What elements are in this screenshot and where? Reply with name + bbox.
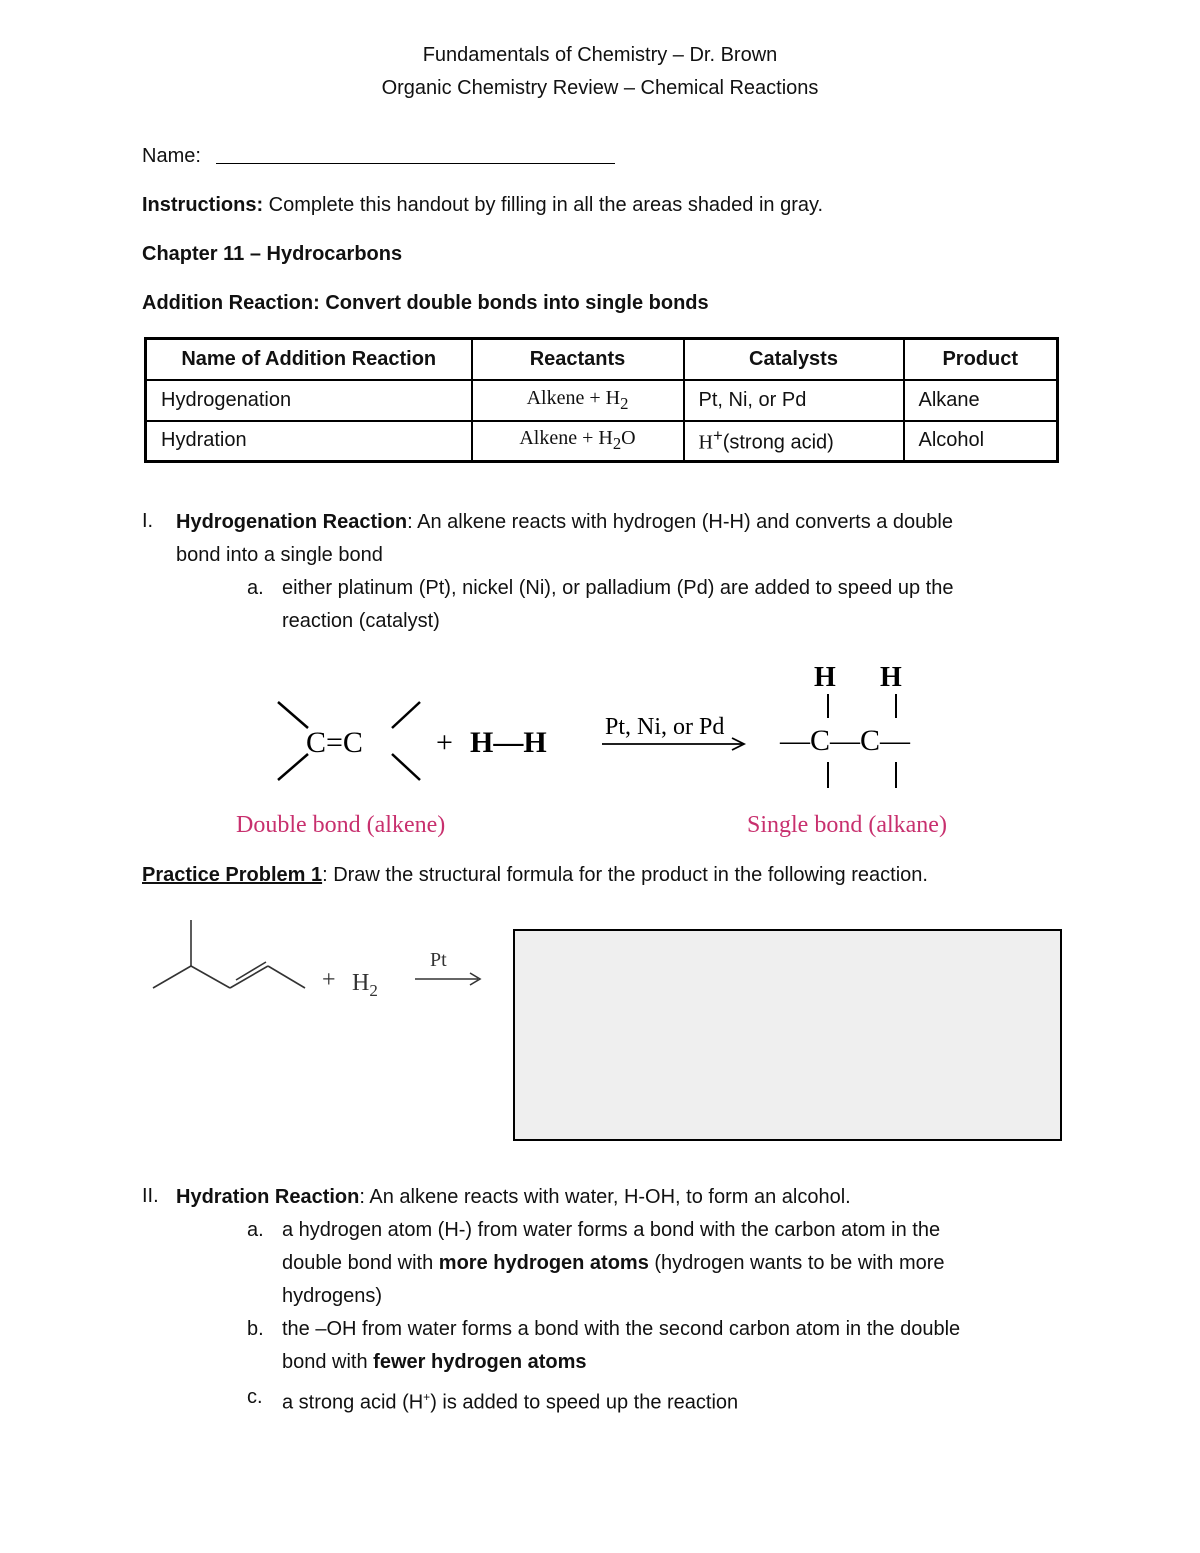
hydrogen-base: H <box>352 970 370 996</box>
section2-intro <box>176 1181 1076 1214</box>
item-a-line2-post: (hydrogen wants to be with more <box>648 1252 945 1274</box>
item-marker: c. <box>247 1386 263 1408</box>
superscript: + <box>423 1390 431 1404</box>
section-numeral: I. <box>142 510 154 532</box>
item-marker: a. <box>247 1219 264 1241</box>
table-row <box>146 380 1058 421</box>
subscript: 2 <box>612 434 622 454</box>
superscript: + <box>712 426 723 446</box>
subscript: 2 <box>620 393 629 413</box>
section1-text: : An alkene reacts with hydrogen (H-H) and converts a double <box>407 511 953 533</box>
reactants-cell <box>472 421 684 462</box>
product-cell: Alcohol <box>904 421 1058 462</box>
reactants-text: Alkene + H <box>526 386 621 409</box>
addition-reaction-table <box>144 337 1059 463</box>
hydrogen-formula <box>352 970 378 1000</box>
reactants-cell <box>472 380 684 421</box>
item-a-line1: either platinum (Pt), nickel (Ni), or palladium (Pd) are added to speed up the <box>282 577 954 599</box>
section1-title: Hydrogenation Reaction <box>176 511 408 533</box>
item-marker: a. <box>247 577 264 599</box>
practice-reaction-diagram <box>140 910 500 1010</box>
practice-text: : Draw the structural formula for the product in the following reaction. <box>322 864 928 886</box>
caption-single-bond: Single bond (alkane) <box>747 812 947 838</box>
reactants-text: Alkene + H <box>519 427 613 450</box>
practice-label: Practice Problem 1 <box>142 864 323 886</box>
item-b-line2-bold: fewer hydrogen atoms <box>373 1351 587 1373</box>
item-a-line2: reaction (catalyst) <box>282 610 440 632</box>
course-header: Fundamentals of Chemistry – Dr. Brown <box>422 44 778 66</box>
chapter-heading: Chapter 11 – Hydrocarbons <box>142 243 403 265</box>
instructions-text: Complete this handout by filling in all the areas shaded in gray. <box>263 194 824 216</box>
item-a-line2-pre: double bond with <box>282 1252 439 1274</box>
section2-item-c <box>282 1381 1082 1420</box>
item-b-line1: the –OH from water forms a bond with the second carbon atom in the double <box>282 1318 961 1340</box>
item-c-post: ) is added to speed up the reaction <box>430 1391 739 1414</box>
handout-title: Organic Chemistry Review – Chemical Reactions <box>381 77 819 99</box>
table-header: Product <box>904 339 1058 380</box>
table-row <box>146 421 1058 462</box>
reaction-name-cell: Hydrogenation <box>146 380 472 421</box>
catalyst-prefix: H <box>698 432 713 455</box>
section1-item-a <box>282 572 1082 638</box>
subscript: 2 <box>369 981 378 1000</box>
table-header: Catalysts <box>684 339 904 380</box>
catalyst-text: (strong acid) <box>722 432 834 455</box>
addition-heading: Addition Reaction: Convert double bonds into single bonds <box>142 292 709 314</box>
product-hydrogen-right: H <box>880 662 902 693</box>
product-chain: —C—C— <box>780 724 911 757</box>
section-numeral: II. <box>142 1185 159 1207</box>
instructions-label: Instructions: <box>142 194 264 216</box>
reactants-tail: O <box>621 427 636 450</box>
hydrogenation-diagram <box>220 650 980 850</box>
practice-problem <box>142 859 1102 892</box>
section2-item-a <box>282 1214 1082 1313</box>
table-header-row <box>146 339 1058 380</box>
answer-box[interactable] <box>513 929 1062 1141</box>
product-cell: Alkane <box>904 380 1058 421</box>
table-header: Reactants <box>472 339 684 380</box>
section2-title: Hydration Reaction <box>176 1186 360 1208</box>
instructions <box>142 189 823 222</box>
reaction-arrow <box>415 973 480 985</box>
hydrogen-molecule: H—H <box>470 726 547 759</box>
catalysts-cell <box>684 421 904 462</box>
item-a-line1: a hydrogen atom (H-) from water forms a bond with the carbon atom in the <box>282 1219 941 1241</box>
item-a-line2-bold: more hydrogen atoms <box>438 1252 649 1274</box>
catalyst-label: Pt <box>430 949 447 971</box>
alkene-formula: C=C <box>306 726 363 759</box>
plus-sign: + <box>322 967 336 993</box>
caption-double-bond: Double bond (alkene) <box>236 812 446 838</box>
plus-sign: + <box>436 726 453 759</box>
catalysts-cell: Pt, Ni, or Pd <box>684 380 904 421</box>
skeletal-alkene <box>153 920 305 988</box>
name-label: Name: <box>142 145 201 167</box>
section2-item-b <box>282 1313 1082 1379</box>
table-header: Name of Addition Reaction <box>146 339 472 380</box>
section1-text2: bond into a single bond <box>176 544 383 566</box>
item-marker: b. <box>247 1318 264 1340</box>
section1-intro <box>176 506 1076 572</box>
catalyst-label: Pt, Ni, or Pd <box>605 714 725 740</box>
name-field-line[interactable] <box>216 163 615 164</box>
product-hydrogen-left: H <box>814 662 836 693</box>
section2-text: : An alkene reacts with water, H-OH, to form an alcohol. <box>359 1186 851 1208</box>
item-a-line3: hydrogens) <box>282 1285 383 1307</box>
reaction-name-cell: Hydration <box>146 421 472 462</box>
item-b-line2-pre: bond with <box>282 1351 374 1373</box>
item-c-pre: a strong acid (H <box>282 1391 424 1414</box>
